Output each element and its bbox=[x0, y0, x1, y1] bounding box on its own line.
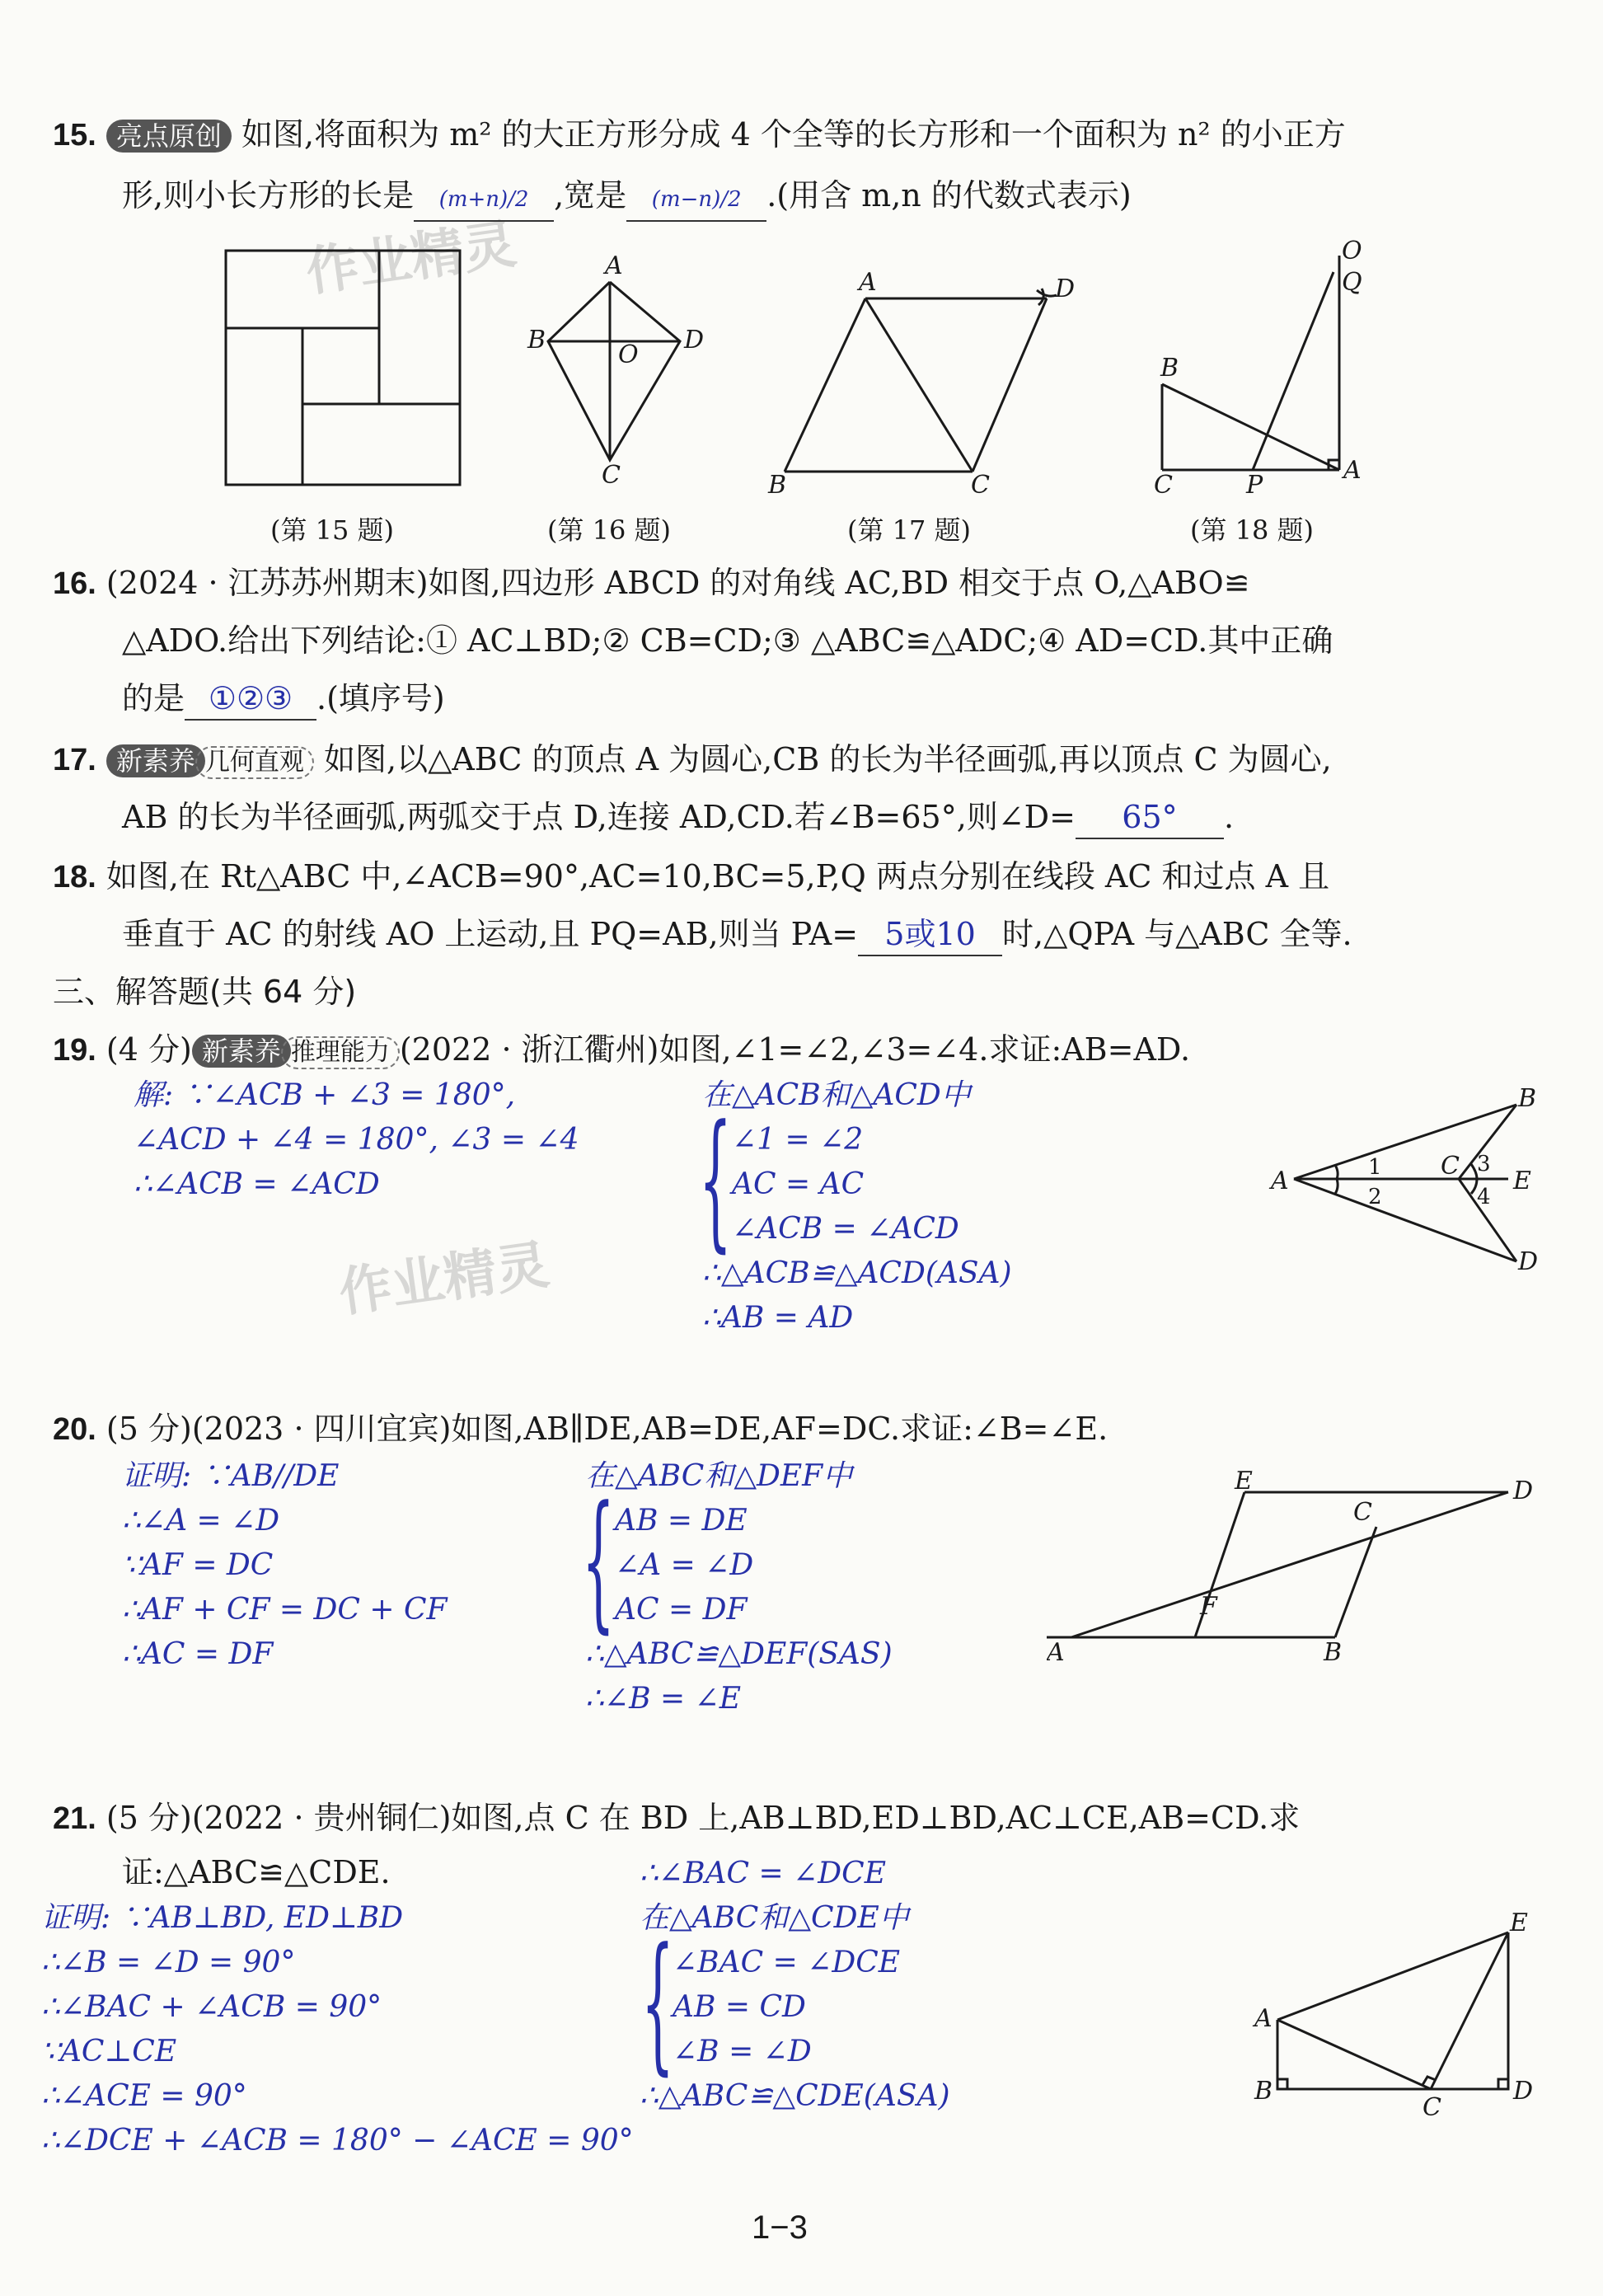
label-A: A bbox=[1254, 2004, 1273, 2033]
caption-16: (第 16 题) bbox=[547, 514, 672, 546]
question-number: 19. bbox=[53, 1033, 96, 1068]
label-Q: Q bbox=[1342, 268, 1362, 297]
angle-2: 2 bbox=[1368, 1185, 1382, 1209]
caption-17: (第 17 题) bbox=[847, 514, 972, 546]
answer-left-4: ∴AF + CF = DC + CF bbox=[122, 1593, 448, 1627]
question-number: 16. bbox=[53, 566, 96, 601]
answer-blank-length: (m+n)/2 bbox=[414, 179, 554, 222]
question-16-line1 bbox=[53, 562, 1250, 604]
answer-left-1: 解: ∵∠ACB + ∠3 = 180°, bbox=[134, 1078, 516, 1112]
angle-1: 1 bbox=[1368, 1155, 1382, 1180]
answer-brace-3: ∠ACB = ∠ACD bbox=[732, 1212, 959, 1246]
brace: { bbox=[699, 1094, 733, 1266]
question-text: 时,△QPA 与△ABC 全等. bbox=[1002, 916, 1352, 952]
figure-15 bbox=[226, 251, 460, 485]
answer-conclusion-1: ∴△ABC≌△CDE(ASA) bbox=[640, 2079, 950, 2113]
angle-3: 3 bbox=[1477, 1152, 1491, 1176]
label-D: D bbox=[1518, 1247, 1539, 1276]
answer-brace-2: AC = AC bbox=[732, 1167, 865, 1201]
figure-16 bbox=[548, 282, 680, 460]
question-text: (5 分)(2022 · 贵州铜仁)如图,点 C 在 BD 上,AB⊥BD,ED⊥BD,AC⊥CE,AB=CD.求 bbox=[105, 1800, 1301, 1836]
answer-brace-2: AB = CD bbox=[673, 1990, 806, 2024]
badge-literacy: 新素养 bbox=[192, 1035, 291, 1068]
answer-blank: ①②③ bbox=[185, 678, 316, 721]
answer-conclusion-2: ∴AB = AD bbox=[702, 1301, 854, 1335]
badge-literacy: 新素养 bbox=[106, 744, 205, 777]
question-15-line1 bbox=[53, 114, 1346, 156]
question-19-line1 bbox=[53, 1029, 1190, 1071]
label-B: B bbox=[1324, 1638, 1343, 1667]
question-text: .(填序号) bbox=[316, 680, 445, 716]
section-heading: 三、解答题(共 64 分) bbox=[53, 974, 357, 1010]
question-text: .(用含 m,n 的代数式表示) bbox=[766, 177, 1132, 214]
question-17-line1 bbox=[53, 739, 1332, 781]
answer-left-4: ∵AC⊥CE bbox=[41, 2035, 177, 2068]
badge-original: 亮点原创 bbox=[106, 120, 232, 153]
label-A: A bbox=[859, 268, 877, 297]
answer-conclusion-1: ∴△ABC≌△DEF(SAS) bbox=[585, 1637, 893, 1671]
question-17-line2 bbox=[122, 796, 1234, 839]
answer-left-3: ∴∠BAC + ∠ACB = 90° bbox=[41, 1990, 382, 2024]
answer-conclusion-2: ∴∠B = ∠E bbox=[585, 1682, 742, 1716]
answer-brace-1: ∠BAC = ∠DCE bbox=[673, 1946, 901, 1979]
label-C: C bbox=[971, 471, 990, 500]
answer-left-1: 证明: ∵AB//DE bbox=[122, 1459, 340, 1493]
figure-19 bbox=[1261, 1072, 1558, 1286]
answer-left-5: ∴∠ACE = 90° bbox=[41, 2079, 247, 2113]
answer-left-2: ∴∠A = ∠D bbox=[122, 1504, 280, 1538]
label-D: D bbox=[1513, 2077, 1534, 2106]
answer-left-3: ∴∠ACB = ∠ACD bbox=[134, 1167, 380, 1201]
label-O: O bbox=[1342, 239, 1362, 265]
question-16-line2: △ADO.给出下列结论:① AC⊥BD;② CB=CD;③ △ABC≌△ADC;④ AD=CD.其中正确 bbox=[122, 622, 1333, 659]
question-number: 18. bbox=[53, 860, 96, 894]
watermark: 作业精灵 bbox=[302, 214, 520, 304]
question-number: 21. bbox=[53, 1801, 96, 1836]
figure-18 bbox=[1162, 256, 1339, 470]
question-text: 垂直于 AC 的射线 AO 上运动,且 PQ=AB,则当 PA= bbox=[122, 916, 859, 952]
question-text: 形,则小长方形的长是 bbox=[122, 177, 415, 214]
label-A: A bbox=[1047, 1638, 1065, 1667]
label-F: F bbox=[1200, 1592, 1217, 1621]
label-P: P bbox=[1246, 471, 1263, 500]
label-D: D bbox=[1513, 1477, 1534, 1505]
figure-20 bbox=[1047, 1459, 1558, 1682]
answer-blank: 5或10 bbox=[858, 913, 1002, 956]
question-number: 15. bbox=[53, 118, 96, 153]
answer-brace-2: ∠A = ∠D bbox=[615, 1548, 754, 1582]
label-B: B bbox=[1160, 354, 1179, 383]
label-D: D bbox=[1055, 275, 1076, 303]
question-text: 如图,以△ABC 的顶点 A 为圆心,CB 的长为半径画弧,再以顶点 C 为圆心, bbox=[324, 741, 1332, 777]
brace: { bbox=[582, 1475, 616, 1647]
figure-21 bbox=[1244, 1913, 1558, 2127]
question-15-line2 bbox=[122, 175, 1132, 222]
label-C: C bbox=[1154, 471, 1173, 500]
answer-brace-1: ∠1 = ∠2 bbox=[732, 1123, 864, 1157]
label-C: C bbox=[1423, 2093, 1441, 2122]
question-text: (2022 · 浙江衢州)如图,∠1=∠2,∠3=∠4.求证:AB=AD. bbox=[399, 1031, 1191, 1068]
label-C: C bbox=[602, 461, 621, 490]
label-B: B bbox=[527, 326, 546, 354]
label-C: C bbox=[1353, 1498, 1372, 1527]
question-20-line1 bbox=[53, 1408, 1108, 1450]
caption-18: (第 18 题) bbox=[1190, 514, 1315, 546]
page-number: 1−3 bbox=[752, 2209, 808, 2246]
answer-left-2: ∠ACD + ∠4 = 180°, ∠3 = ∠4 bbox=[134, 1123, 579, 1157]
answer-left-1: 证明: ∵AB⊥BD, ED⊥BD bbox=[41, 1901, 404, 1935]
answer-left-3: ∵AF = DC bbox=[122, 1548, 274, 1582]
badge-skill: 推理能力 bbox=[281, 1036, 400, 1069]
question-18-line1 bbox=[53, 856, 1329, 898]
question-21-line1 bbox=[53, 1797, 1300, 1839]
question-text: 如图,将面积为 m² 的大正方形分成 4 个全等的长方形和一个面积为 n² 的小正方 bbox=[241, 116, 1346, 153]
label-B: B bbox=[768, 471, 787, 500]
watermark: 作业精灵 bbox=[335, 1234, 553, 1325]
question-18-line2 bbox=[122, 913, 1352, 956]
angle-4: 4 bbox=[1477, 1185, 1491, 1209]
answer-blank: 65° bbox=[1076, 796, 1224, 839]
answer-left-6: ∴∠DCE + ∠ACB = 180° − ∠ACE = 90° bbox=[41, 2124, 634, 2157]
label-B: B bbox=[1254, 2077, 1273, 2106]
question-21-line2: 证:△ABC≌△CDE. bbox=[122, 1854, 391, 1890]
label-E: E bbox=[1513, 1167, 1531, 1195]
question-16-line3 bbox=[122, 678, 445, 721]
figures-15-18 bbox=[214, 239, 1385, 519]
answer-brace-1: AB = DE bbox=[615, 1504, 748, 1538]
badge-skill: 几何直观 bbox=[195, 746, 314, 779]
question-text: ,宽是 bbox=[554, 177, 627, 214]
answer-brace-3: ∠B = ∠D bbox=[673, 2035, 812, 2068]
brace: { bbox=[641, 1917, 675, 2089]
question-number: 17. bbox=[53, 743, 96, 777]
answer-mid-head: 在△ACB和△ACD中 bbox=[702, 1078, 971, 1112]
label-A: A bbox=[1343, 456, 1362, 485]
answer-brace-3: AC = DF bbox=[615, 1593, 748, 1627]
answer-blank-width: (m−n)/2 bbox=[626, 179, 766, 222]
label-A: A bbox=[1271, 1167, 1289, 1195]
label-E: E bbox=[1510, 1913, 1528, 1937]
question-text: (5 分)(2023 · 四川宜宾)如图,AB∥DE,AB=DE,AF=DC.求证:∠B=∠E. bbox=[105, 1411, 1109, 1447]
answer-conclusion-1: ∴△ACB≌△ACD(ASA) bbox=[702, 1256, 1012, 1290]
question-number: 20. bbox=[53, 1412, 96, 1447]
label-E: E bbox=[1235, 1467, 1253, 1495]
answer-left-5: ∴AC = DF bbox=[122, 1637, 274, 1671]
question-text: 的是 bbox=[122, 680, 185, 716]
question-text: AB 的长为半径画弧,两弧交于点 D,连接 AD,CD.若∠B=65°,则∠D= bbox=[122, 799, 1076, 835]
label-C: C bbox=[1441, 1152, 1460, 1181]
score: (4 分) bbox=[105, 1031, 192, 1068]
label-B: B bbox=[1518, 1084, 1537, 1113]
question-text: (2024 · 江苏苏州期末)如图,四边形 ABCD 的对角线 AC,BD 相交于点 O,△ABO≌ bbox=[105, 565, 1250, 601]
label-D: D bbox=[684, 326, 705, 354]
label-O: O bbox=[618, 340, 639, 369]
question-text: 如图,在 Rt△ABC 中,∠ACB=90°,AC=10,BC=5,P,Q 两点分别在线段 AC 和过点 A 且 bbox=[105, 858, 1330, 894]
answer-mid-top-2: 在△ABC和△CDE中 bbox=[640, 1901, 909, 1935]
caption-15: (第 15 题) bbox=[270, 514, 395, 546]
question-text: . bbox=[1223, 799, 1235, 835]
figure-17 bbox=[785, 289, 1057, 472]
answer-mid-head: 在△ABC和△DEF中 bbox=[585, 1459, 853, 1493]
answer-left-2: ∴∠B = ∠D = 90° bbox=[41, 1946, 296, 1979]
answer-mid-top-1: ∴∠BAC = ∠DCE bbox=[640, 1857, 886, 1890]
label-A: A bbox=[605, 251, 623, 280]
